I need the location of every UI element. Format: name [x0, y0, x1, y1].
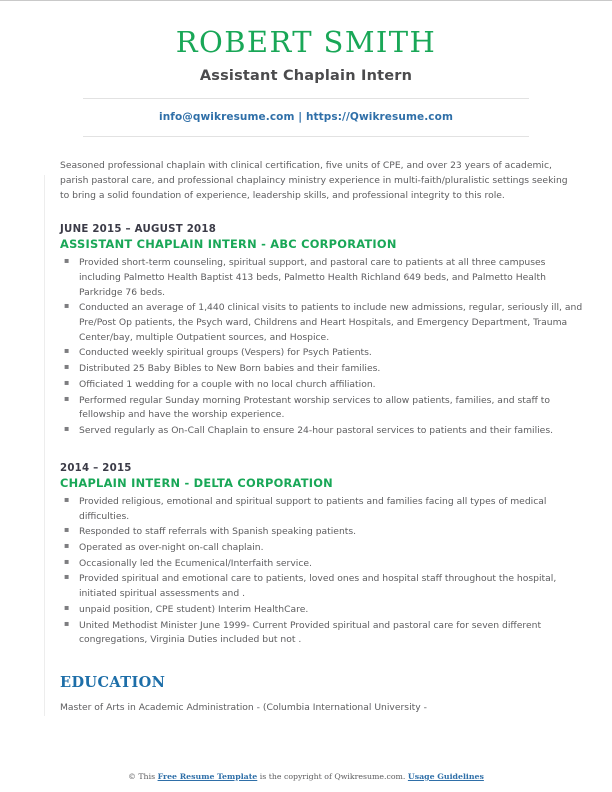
list-item: ▪ Served regularly as On-Call Chaplain to ensure 24-hour pastoral services to patients and their families. — [60, 424, 584, 439]
footer-prefix: © This — [128, 772, 158, 781]
list-item: ▪ unpaid position, CPE student) Interim HealthCare. — [60, 603, 584, 618]
header-divider — [83, 98, 529, 99]
footer-middle: is the copyright of Qwikresume.com. — [257, 772, 408, 781]
list-item: ▪ Distributed 25 Baby Bibles to New Born babies and their families. — [60, 362, 584, 377]
experience-entry — [60, 224, 584, 439]
list-item: ▪ Performed regular Sunday morning Protestant worship services to allow patients, families, and staff to fellowship and have the worship experience. — [60, 394, 584, 423]
list-item: ▪ Conducted weekly spiritual groups (Vespers) for Psych Patients. — [60, 346, 584, 361]
experience-bullet-list — [60, 256, 584, 439]
footer-copyright — [0, 772, 612, 781]
experience-title: CHAPLAIN INTERN - DELTA CORPORATION — [60, 475, 333, 490]
list-item: ▪ Responded to staff referrals with Spanish speaking patients. — [60, 525, 584, 540]
experience-bullet-list — [60, 495, 584, 648]
left-vertical-rule — [44, 175, 45, 715]
experience-title: ASSISTANT CHAPLAIN INTERN - ABC CORPORATION — [60, 237, 397, 252]
resume-header — [0, 1, 612, 137]
contact-line[interactable]: info@qwikresume.com | https://Qwikresume.com — [159, 111, 453, 124]
list-item: ▪ Conducted an average of 1,440 clinical visits to patients to include new admissions, regular, seriously ill, and Pre/Post Op patients, the Psych ward, Childrens and Heart Hospitals, and Emergency Department, Trauma Center/bay, multiple Outpatient sources, and Hospice. — [60, 301, 584, 345]
list-item: ▪ United Methodist Minister June 1999- Current Provided spiritual and pastoral care for seven different congregations, Virginia Duties included but not . — [60, 619, 584, 648]
list-item: ▪ Occasionally led the Ecumenical/Interfaith service. — [60, 557, 584, 572]
experience-dates: 2014 – 2015 — [60, 462, 132, 474]
professional-summary: Seasoned professional chaplain with clinical certification, five units of CPE, and over 23 years of academic, parish pastoral care, and professional chaplaincy ministry experience in multi-faith/pluralistic settings seeking to bring a solid foundation of experience, leadership skills, and professional integrity to this role. — [60, 160, 568, 202]
list-item: ▪ Provided spiritual and emotional care to patients, loved ones and hospital staff throughout the hospital, initiated spiritual assessments and . — [60, 572, 584, 601]
list-item: ▪ Operated as over-night on-call chaplain. — [60, 541, 584, 556]
education-heading: EDUCATION — [60, 673, 166, 691]
list-item: ▪ Provided religious, emotional and spiritual support to patients and families facing all types of medical difficulties. — [60, 495, 584, 524]
page-title: ROBERT SMITH — [175, 25, 437, 59]
contact-divider — [83, 136, 529, 137]
education-section — [60, 674, 584, 716]
usage-guidelines-link[interactable]: Usage Guidelines — [407, 772, 484, 781]
experience-entry — [60, 463, 584, 648]
resume-body — [0, 159, 612, 715]
job-role-subtitle: Assistant Chaplain Intern — [199, 68, 413, 85]
list-item: ▪ Provided short-term counseling, spiritual support, and pastoral care to patients at all three campuses including Palmetto Health Baptist 413 beds, Palmetto Health Richland 649 beds, and Palmetto Health Parkridge 76 beds. — [60, 256, 584, 300]
education-entry: Master of Arts in Academic Administration - (Columbia International University - — [60, 701, 427, 713]
list-item: ▪ Officiated 1 wedding for a couple with no local church affiliation. — [60, 378, 584, 393]
free-resume-template-link[interactable]: Free Resume Template — [157, 772, 258, 781]
experience-dates: JUNE 2015 – AUGUST 2018 — [60, 224, 217, 236]
